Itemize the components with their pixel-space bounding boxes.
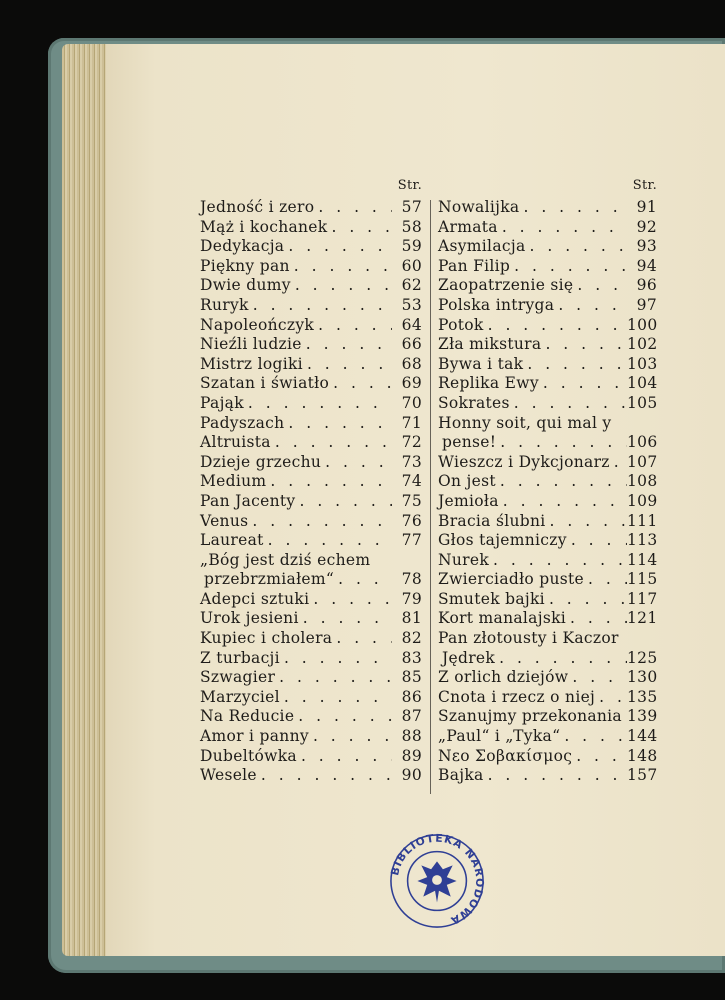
toc-entry-title: Z orlich dziejów	[438, 668, 569, 687]
toc-entry-title: Dwie dumy	[200, 276, 291, 295]
dot-leader	[573, 276, 627, 296]
toc-entry	[438, 551, 657, 571]
toc-entry-page: 68	[401, 354, 422, 373]
toc-entry-page: 88	[401, 727, 422, 746]
toc-entry	[438, 531, 657, 551]
toc-entry-page: 106	[627, 433, 658, 452]
toc-entry-page: 83	[401, 648, 422, 667]
toc-entry-title: Laureat	[200, 531, 264, 550]
toc-entry	[200, 629, 422, 649]
toc-entry	[200, 747, 422, 767]
toc-entry	[200, 453, 422, 473]
dot-leader	[327, 218, 392, 238]
dot-leader	[294, 707, 392, 727]
toc-entry	[200, 257, 422, 277]
dot-leader	[526, 237, 628, 257]
dot-leader	[584, 570, 627, 590]
toc-entry-page: 72	[401, 433, 422, 452]
toc-entry-page: 87	[401, 707, 422, 726]
dot-leader	[541, 335, 627, 355]
toc-entry-page: 82	[401, 629, 422, 648]
toc-entry	[438, 257, 657, 277]
dot-leader	[329, 374, 392, 394]
toc-entry-page: 115	[627, 570, 658, 589]
toc-entry-page: 74	[401, 472, 422, 491]
toc-column-left	[200, 178, 422, 786]
dot-leader	[302, 335, 392, 355]
toc-entry-page: 157	[627, 766, 658, 785]
dot-leader	[496, 472, 627, 492]
toc-entry	[200, 355, 422, 375]
dot-leader	[309, 590, 392, 610]
toc-entry-title: Altruista	[200, 433, 271, 452]
dot-leader	[499, 492, 627, 512]
toc-entry	[200, 374, 422, 394]
toc-entry-page: 81	[401, 609, 422, 628]
dot-leader	[314, 198, 392, 218]
toc-entry-page: 78	[401, 570, 422, 589]
toc-entry	[438, 727, 657, 747]
toc-entry	[438, 688, 657, 708]
toc-entry-title: Mąż i kochanek	[200, 217, 328, 236]
toc-entry	[200, 570, 422, 590]
toc-entry-page: 105	[627, 393, 658, 412]
dot-leader	[314, 316, 392, 336]
dot-leader	[280, 649, 392, 669]
toc-entry	[438, 198, 657, 218]
toc-entry-title: Amor i panny	[200, 727, 309, 746]
toc-entry-page: 86	[401, 687, 422, 706]
toc-entry	[200, 335, 422, 355]
dot-leader	[545, 590, 627, 610]
toc-entry-title: Na Reducie	[200, 707, 295, 726]
dot-leader	[332, 629, 392, 649]
dot-leader	[489, 551, 627, 571]
toc-entry	[200, 512, 422, 532]
dot-leader	[295, 492, 392, 512]
toc-entry-title: Potok	[438, 315, 484, 334]
dot-leader	[484, 766, 627, 786]
toc-entry-title: Padyszach	[200, 413, 285, 432]
toc-entry-title: Bajka	[438, 766, 484, 785]
toc-entry-page: 102	[627, 335, 658, 354]
toc-entry	[200, 531, 422, 551]
toc-entry-page: 148	[627, 746, 658, 765]
toc-entry-title: Szatan i światło	[200, 374, 330, 393]
toc-entry-page: 57	[401, 198, 422, 216]
toc-entry-title: Zła mikstura	[438, 335, 542, 354]
toc-entry-page: 97	[636, 295, 657, 314]
toc-entry	[438, 609, 657, 629]
toc-entry-title: Nieźli ludzie	[200, 335, 302, 354]
toc-entry-title: Replika Ewy	[438, 374, 539, 393]
toc-entry	[200, 551, 422, 571]
toc-entry-page: 113	[627, 531, 658, 550]
toc-entry-title: Jemioła	[438, 491, 499, 510]
toc-entry	[200, 218, 422, 238]
toc-entry-title: Wesele	[200, 766, 257, 785]
toc-entry-page: 117	[627, 589, 658, 608]
toc-entry	[438, 668, 657, 688]
toc-entry-page: 92	[636, 217, 657, 236]
toc-entry	[200, 492, 422, 512]
toc-entry	[438, 433, 657, 453]
toc-entry	[438, 394, 657, 414]
toc-entry	[438, 316, 657, 336]
dot-leader	[510, 394, 627, 414]
toc-entry-title: Sokrates	[438, 393, 510, 412]
toc-entry-title: Cnota i rzecz o niej	[438, 687, 596, 706]
dot-leader	[566, 609, 627, 629]
toc-entry-page: 60	[401, 256, 422, 275]
dot-leader	[321, 453, 392, 473]
dot-leader	[290, 257, 392, 277]
dot-leader	[334, 570, 392, 590]
toc-entry	[200, 766, 422, 786]
toc-entry	[438, 374, 657, 394]
dot-leader	[257, 766, 392, 786]
dot-leader	[595, 688, 627, 708]
dot-leader	[498, 218, 627, 238]
toc-entry-page: 79	[401, 589, 422, 608]
toc-entry-page: 125	[627, 648, 658, 667]
toc-entry	[200, 609, 422, 629]
dot-leader	[309, 727, 392, 747]
toc-entry-title: Smutek bajki	[438, 589, 545, 608]
toc-entry	[200, 394, 422, 414]
dot-leader	[280, 688, 392, 708]
dot-leader	[567, 531, 627, 551]
toc-entry-title: Dedykacja	[200, 237, 285, 256]
toc-entry-title: Z turbacji	[200, 648, 280, 667]
toc-entry	[438, 590, 657, 610]
toc-entry	[438, 237, 657, 257]
toc-entry-title: Marzyciel	[200, 687, 280, 706]
dot-leader	[484, 316, 627, 336]
dot-leader	[568, 668, 627, 688]
column-divider	[430, 200, 431, 794]
toc-entries-right	[438, 198, 657, 786]
toc-column-right	[438, 178, 657, 786]
toc-entry-page: 121	[627, 609, 658, 628]
toc-entry	[438, 276, 657, 296]
toc-entry-page: 144	[627, 727, 658, 746]
toc-entry-page: 85	[401, 668, 422, 687]
toc-entry	[438, 414, 657, 434]
toc-entry-page: 103	[627, 354, 658, 373]
toc-entry	[438, 512, 657, 532]
toc-entry	[200, 237, 422, 257]
dot-leader	[291, 276, 392, 296]
toc-entry	[200, 590, 422, 610]
toc-entry-title: „Paul“ i „Tyka“	[438, 727, 561, 746]
dot-leader	[496, 433, 627, 453]
dot-leader	[299, 609, 392, 629]
toc-entry-title: Asymilacja	[438, 237, 526, 256]
toc-entry	[200, 276, 422, 296]
toc-entry-title: „Bóg jest dziś echem	[200, 550, 371, 569]
toc-entry-page: 89	[401, 746, 422, 765]
toc-entry-page: 62	[401, 276, 422, 295]
dot-leader	[264, 531, 392, 551]
toc-entry-title: Urok jesieni	[200, 609, 299, 628]
toc-entry-page: 135	[627, 687, 658, 706]
toc-entry-title: Zaopatrzenie się	[438, 276, 574, 295]
toc-entry-title: Nurek	[438, 550, 490, 569]
toc-entry	[200, 433, 422, 453]
toc-entry-title: Venus	[200, 511, 249, 530]
toc-entry-page: 96	[636, 276, 657, 295]
toc-entry-page: 64	[401, 315, 422, 334]
toc-entry	[438, 472, 657, 492]
toc-entry-page: 59	[401, 237, 422, 256]
toc-entry	[438, 747, 657, 767]
toc-entry	[200, 727, 422, 747]
toc-entry-title: Armata	[438, 217, 498, 236]
toc-entry-page: 76	[401, 511, 422, 530]
toc-entry-title: Kort manalajski	[438, 609, 567, 628]
dot-leader	[554, 296, 627, 316]
dot-leader	[523, 355, 627, 375]
toc-entry-page: 75	[401, 491, 422, 510]
toc-entry-page: 130	[627, 668, 658, 687]
toc-entry-title: Piękny pan	[200, 256, 290, 275]
toc-entry-page: 114	[627, 550, 658, 569]
toc-entries-left	[200, 198, 422, 786]
dot-leader	[271, 433, 392, 453]
toc-entry-title: Głos tajemniczy	[438, 531, 567, 550]
toc-entry-title: Dzieje grzechu	[200, 452, 322, 471]
toc-entry	[438, 766, 657, 786]
stamp-text-path: BIBLIOTEKA NARODOWA	[388, 832, 486, 928]
dot-leader	[297, 747, 392, 767]
page-column-header-left: Str.	[397, 178, 422, 193]
dot-leader	[244, 394, 392, 414]
toc-entry	[200, 414, 422, 434]
toc-entry-page: 94	[636, 256, 657, 275]
toc-entry-title: Jedność i zero	[200, 198, 315, 216]
dot-leader	[572, 747, 627, 767]
toc-entry-title: Adepci sztuki	[200, 589, 310, 608]
toc-entry	[438, 649, 657, 669]
toc-entry	[438, 629, 657, 649]
toc-entry	[438, 335, 657, 355]
dot-leader	[610, 453, 627, 473]
toc-entry	[200, 472, 422, 492]
toc-entry-title: Pająk	[200, 393, 244, 412]
toc-entry-title: Bywa i tak	[438, 354, 524, 373]
dot-leader	[284, 237, 392, 257]
dot-leader	[539, 374, 627, 394]
toc-entry-title: Zwierciadło puste	[438, 570, 585, 589]
dot-leader	[303, 355, 392, 375]
toc-entry-page: 107	[627, 452, 658, 471]
dot-leader	[495, 649, 627, 669]
dot-leader	[560, 727, 627, 747]
dot-leader	[546, 512, 627, 532]
toc-entry-title: Dubeltówka	[200, 746, 297, 765]
toc-entry-title: Ruryk	[200, 295, 249, 314]
toc-entry-title: Jędrek	[442, 648, 496, 667]
toc-entry-title: Napoleończyk	[200, 315, 315, 334]
toc-entry-title: On jest	[438, 472, 496, 491]
eagle-head-dot	[432, 875, 442, 885]
toc-entry-page: 71	[401, 413, 422, 432]
toc-entry-page: 73	[401, 452, 422, 471]
toc-entry-title: Szanujmy przekonania	[438, 707, 622, 726]
dot-leader	[249, 296, 392, 316]
toc-entry-page: 139	[627, 707, 658, 726]
toc-entry	[438, 570, 657, 590]
toc-entry-title: Bracia ślubni	[438, 511, 546, 530]
toc-entry	[438, 355, 657, 375]
toc-entry	[200, 649, 422, 669]
toc-entry-title: przebrzmiałem“	[204, 570, 335, 589]
toc-entry	[200, 296, 422, 316]
toc-entry-page: 66	[401, 335, 422, 354]
toc-entry-page: 104	[627, 374, 658, 393]
toc-entry	[200, 707, 422, 727]
toc-entry	[200, 198, 422, 218]
toc-entry-page: 69	[401, 374, 422, 393]
toc-entry-title: Pan złotousty i Kaczor	[438, 629, 619, 648]
toc-entry-page: 77	[401, 531, 422, 550]
toc-entry-page: 108	[627, 472, 658, 491]
toc-entry-page: 111	[627, 511, 658, 530]
dot-leader	[266, 472, 392, 492]
toc-entry	[438, 492, 657, 512]
library-stamp	[388, 832, 486, 930]
dot-leader	[248, 512, 392, 532]
toc-entry-page: 53	[401, 295, 422, 314]
toc-entry-page: 70	[401, 393, 422, 412]
dot-leader	[510, 257, 627, 277]
toc-entry-page: 109	[627, 491, 658, 510]
toc-entry	[200, 668, 422, 688]
toc-entry-page: 100	[627, 315, 658, 334]
toc-entry-page: 58	[401, 217, 422, 236]
toc-entry	[438, 707, 657, 727]
toc-entry	[200, 688, 422, 708]
toc-entry-title: Honny soit, qui mal y	[438, 413, 612, 432]
toc-entry-title: Wieszcz i Dykcjonarz	[438, 452, 610, 471]
dot-leader	[275, 668, 392, 688]
page-column-header-right: Str.	[632, 178, 657, 193]
toc-entry-page: 91	[636, 198, 657, 216]
toc-entry	[200, 316, 422, 336]
toc-entry	[438, 296, 657, 316]
toc-entry-title: Polska intryga	[438, 295, 555, 314]
toc-entry-title: Pan Jacenty	[200, 491, 296, 510]
toc-entry-title: pense!	[442, 433, 497, 452]
toc-entry-title: Pan Filip	[438, 256, 511, 275]
toc-entry-page: 90	[401, 766, 422, 785]
toc-entry-title: Mistrz logiki	[200, 354, 303, 373]
toc-entry	[438, 453, 657, 473]
dot-leader	[519, 198, 627, 218]
toc-entry-title: Szwagier	[200, 668, 276, 687]
dot-leader	[284, 414, 392, 434]
toc-entry-title: Nowalijka	[438, 198, 520, 216]
page-edges	[62, 44, 108, 956]
toc-entry	[438, 218, 657, 238]
toc-entry-page: 93	[636, 237, 657, 256]
toc-entry-title: Medium	[200, 472, 267, 491]
toc-entry-title: Kupiec i cholera	[200, 629, 333, 648]
toc-entry-title: Νεο Σοβακίσμος	[438, 746, 573, 765]
